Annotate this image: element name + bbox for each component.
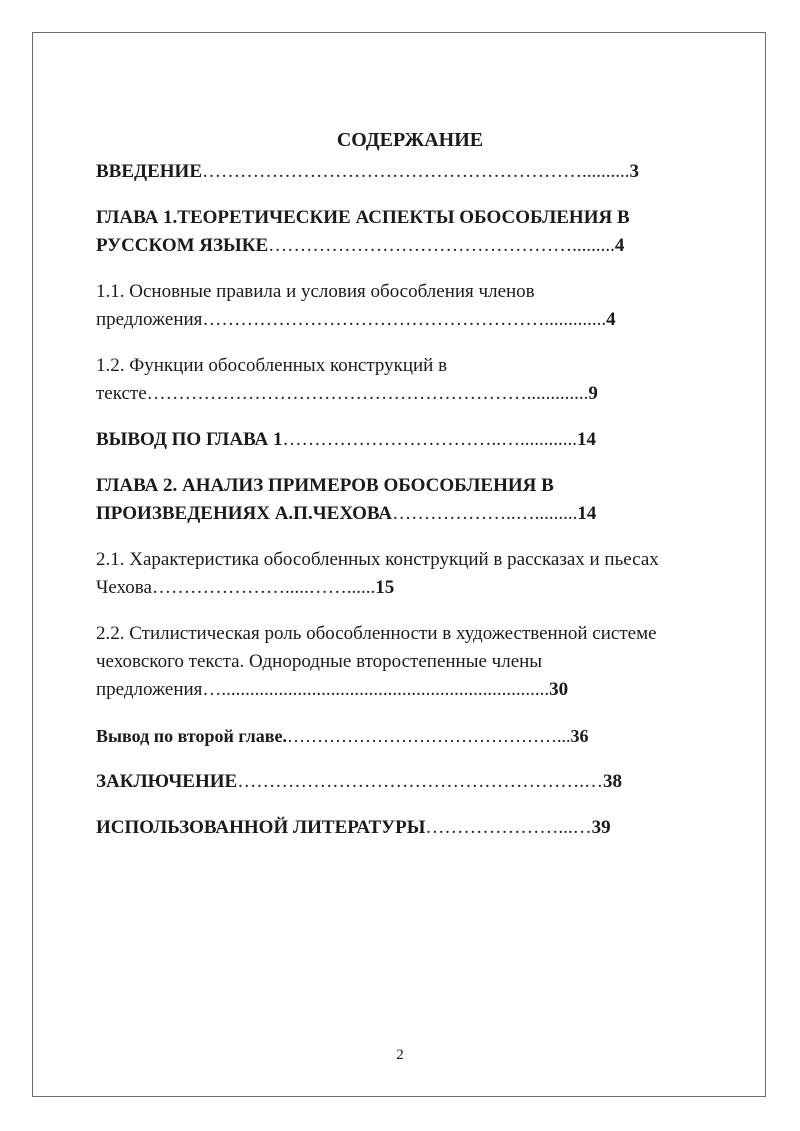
toc-entry-text: 1.1. Основные правила и условия обособления членов предложения <box>96 281 535 330</box>
toc-entry-leader: ……………………………………………………............. <box>146 383 589 404</box>
toc-entry-leader: ………………..…......... <box>392 503 578 524</box>
toc-entry-leader: …..................................................................... <box>202 679 550 700</box>
toc-entry-page: 39 <box>591 817 611 838</box>
toc-entry-chapter-1-conclusion <box>96 426 716 454</box>
toc-title: СОДЕРЖАНИЕ <box>336 129 484 151</box>
toc-entry-page: 9 <box>588 383 598 404</box>
toc-entry-text: 2.1. Характеристика обособленных конструкций в рассказах и пьесах Чехова <box>96 549 659 598</box>
toc-entry-text: ГЛАВА 1.ТЕОРЕТИЧЕСКИЕ АСПЕКТЫ ОБОСОБЛЕНИЯ В РУССКОМ ЯЗЫКЕ <box>96 207 630 256</box>
toc-entry-chapter-2 <box>96 472 716 528</box>
toc-entry-leader: ………………………………………………............. <box>202 309 607 330</box>
toc-entry-leader: ………………….....……...... <box>151 577 376 598</box>
toc-entry-page: 14 <box>577 429 597 450</box>
toc-entry-introduction <box>96 158 716 186</box>
toc-entry-page: 14 <box>577 503 597 524</box>
toc-entry-text: ГЛАВА 2. АНАЛИЗ ПРИМЕРОВ ОБОСОБЛЕНИЯ В ПРОИЗВЕДЕНИЯХ А.П.ЧЕХОВА <box>96 475 554 524</box>
toc-entry-text: 1.2. Функции обособленных конструкций в тексте <box>96 355 448 404</box>
toc-entry-leader: …………………...… <box>425 817 592 838</box>
toc-entry-section-2-1 <box>96 546 716 602</box>
toc-entry-page: 36 <box>570 726 589 746</box>
toc-entry-page: 38 <box>602 771 622 792</box>
toc-entry-leader: …………………………………………......... <box>268 235 615 256</box>
toc-entry-references <box>96 814 716 842</box>
toc-entry-chapter-2-conclusion <box>96 722 716 750</box>
toc-entry-chapter-1 <box>96 204 716 260</box>
toc-entry-page: 3 <box>629 161 639 182</box>
toc-entry-text: ВВЕДЕНИЕ <box>96 161 202 182</box>
toc-entry-section-2-2 <box>96 620 716 704</box>
toc-entry-leader: ……………………………..…............ <box>282 429 578 450</box>
toc-entry-text: 2.2. Стилистическая роль обособленности в художественной системе чеховского текста. Однородные второстепенные члены предложения <box>96 623 657 700</box>
toc-entry-leader: ……………………………………………….… <box>237 771 603 792</box>
toc-entry-text: Вывод по второй главе. <box>96 726 287 746</box>
toc-entry-page: 30 <box>549 679 569 700</box>
toc-entry-leader: ………………………………………... <box>286 726 571 746</box>
toc-entry-page: 4 <box>606 309 616 330</box>
toc-entry-text: ЗАКЛЮЧЕНИЕ <box>96 771 238 792</box>
toc-entry-page: 4 <box>614 235 625 256</box>
toc-entry-text: ИСПОЛЬЗОВАННОЙ ЛИТЕРАТУРЫ <box>96 817 426 838</box>
table-of-contents <box>96 126 716 842</box>
toc-entry-conclusion <box>96 768 716 796</box>
toc-entry-text: ВЫВОД ПО ГЛАВА 1 <box>96 429 283 450</box>
toc-entry-section-1-1 <box>96 278 716 334</box>
toc-entry-page: 15 <box>375 577 395 598</box>
toc-entry-leader: …………………………………………………….......... <box>202 161 630 182</box>
page-number: 2 <box>396 1047 404 1063</box>
toc-entry-section-1-2 <box>96 352 716 408</box>
